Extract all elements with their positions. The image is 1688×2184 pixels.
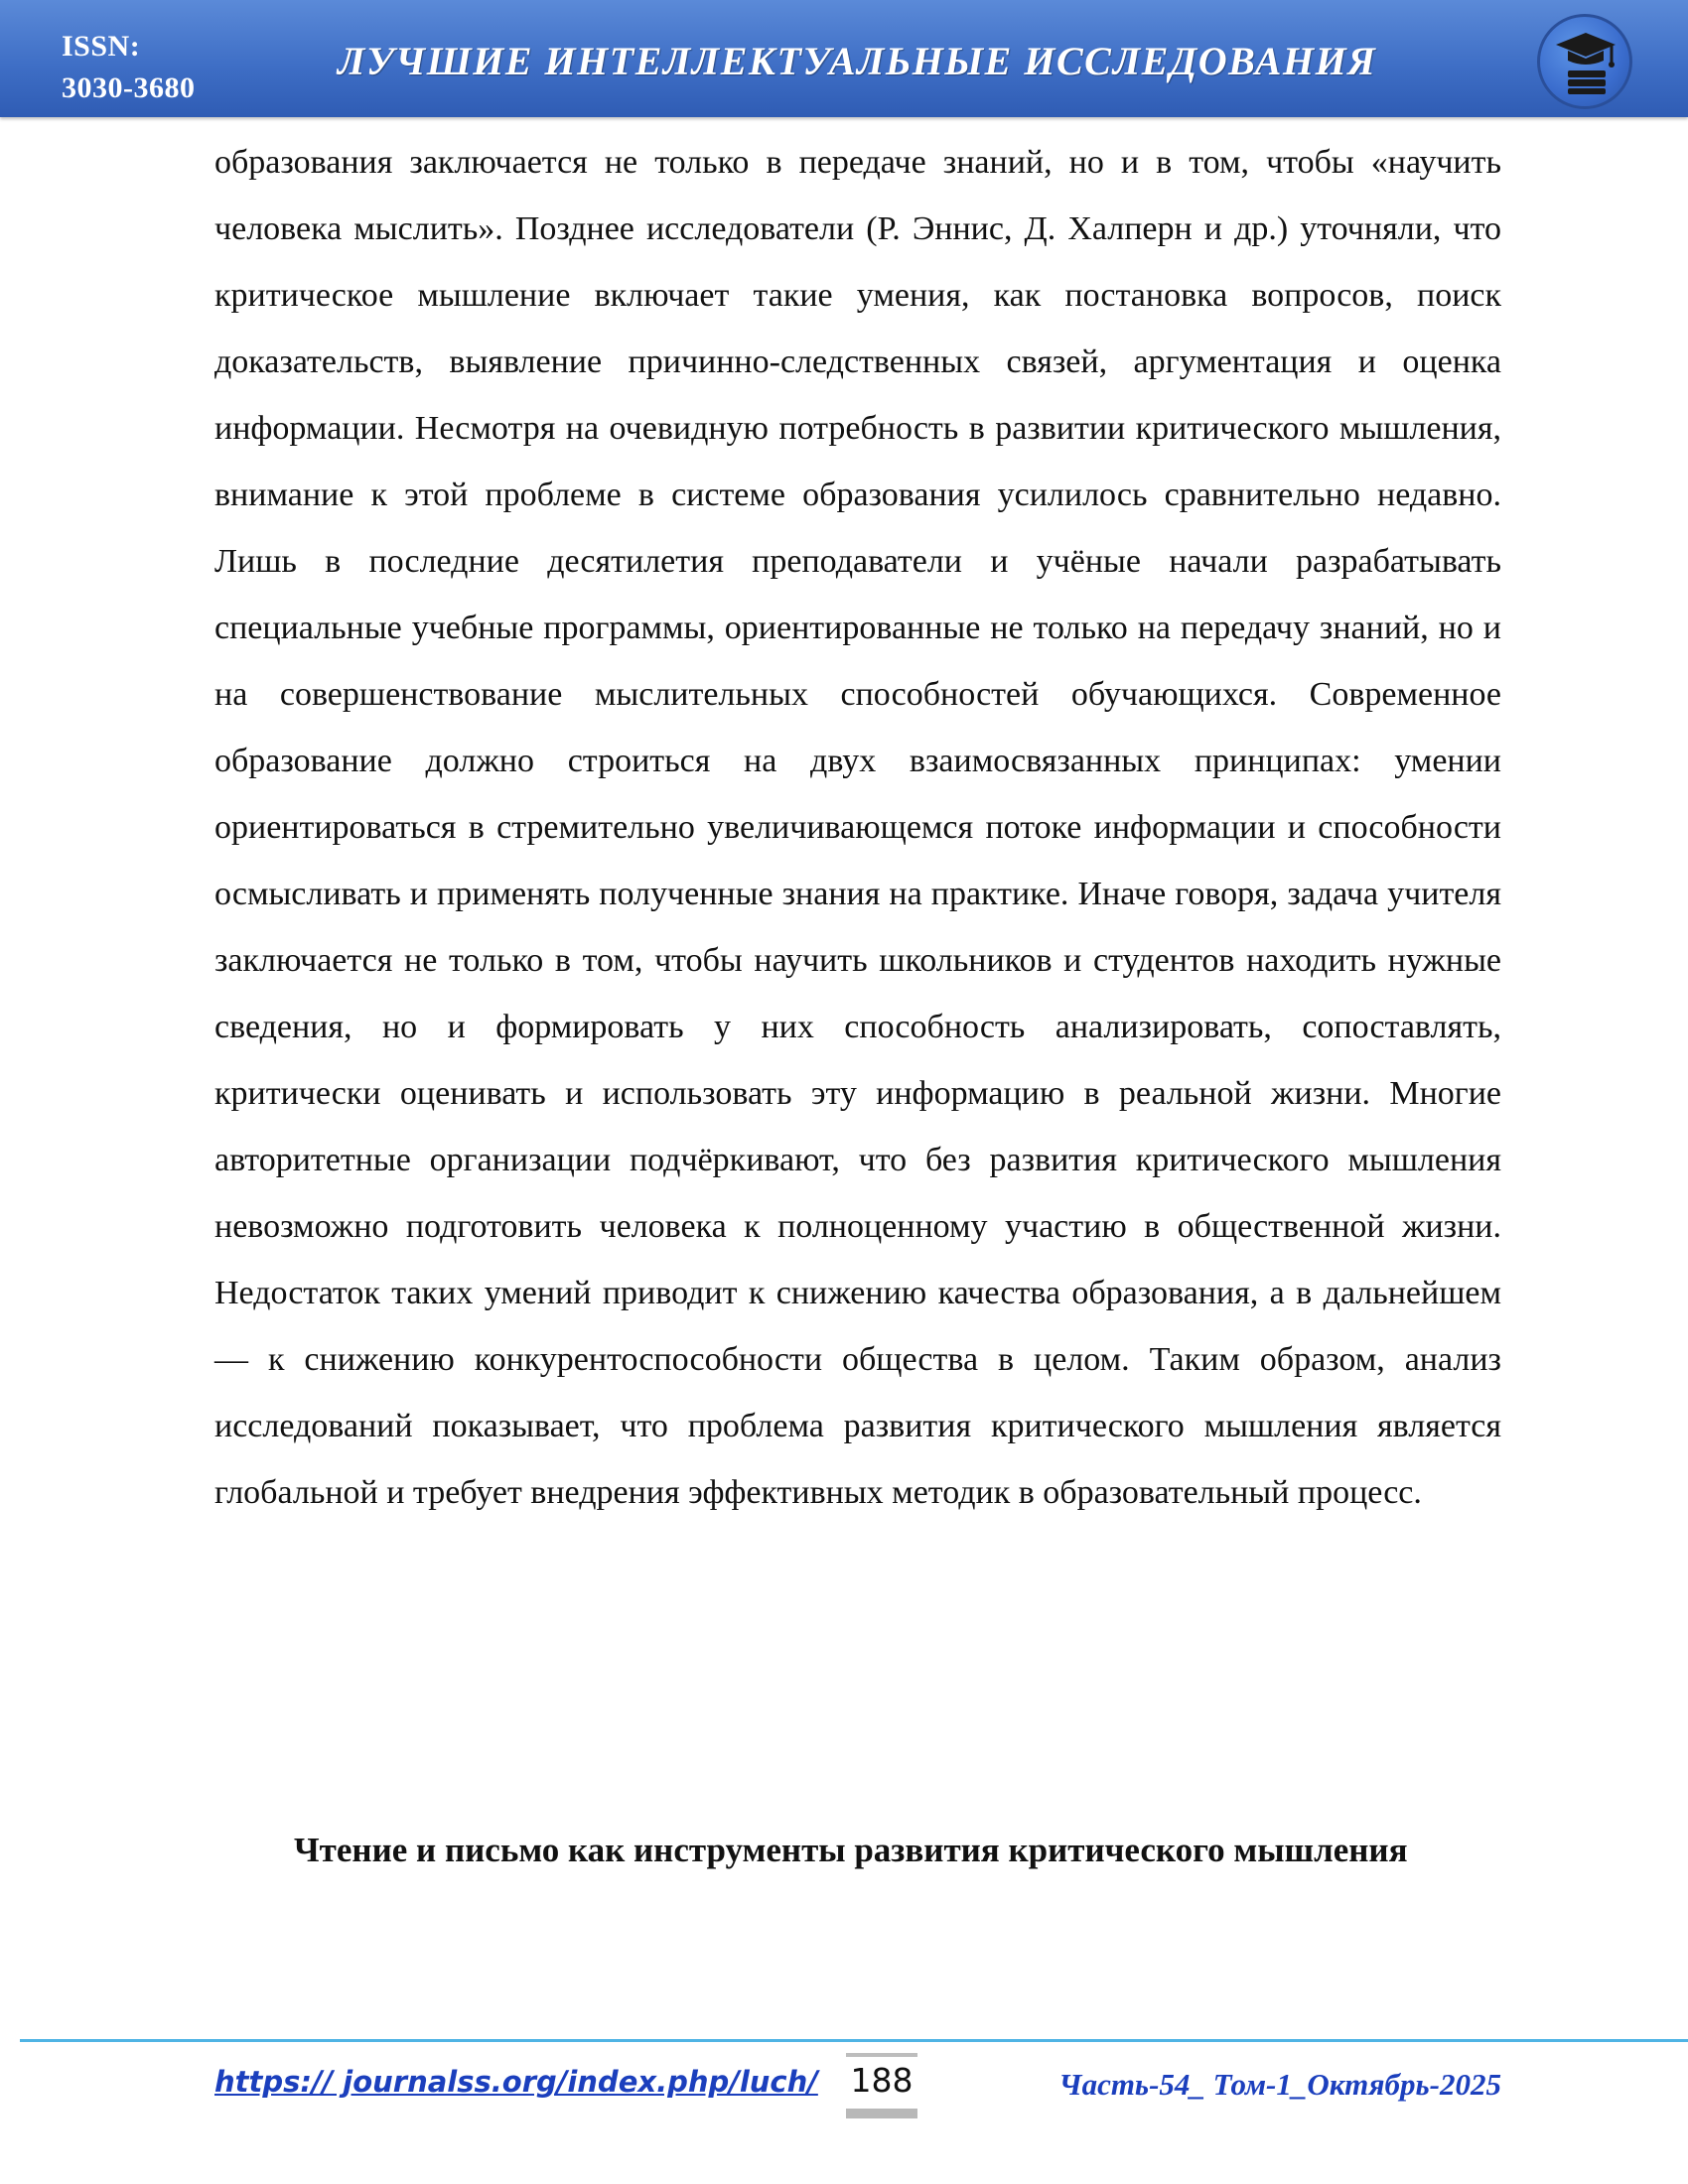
journal-logo (1537, 14, 1632, 109)
page-number-top-bar (846, 2053, 917, 2057)
footer-divider (20, 2039, 1688, 2042)
journal-title: ЛУЧШИЕ ИНТЕЛЛЕКТУАЛЬНЫЕ ИССЛЕДОВАНИЯ (338, 39, 1377, 83)
journal-header-banner (0, 0, 1688, 117)
page-number-bottom-bar (846, 2109, 917, 2118)
section-heading: Чтение и письмо как инструменты развития критического мышления (294, 1831, 1408, 1869)
issue-info: Часть-54_ Том-1_Октябрь-2025 (1058, 2067, 1501, 2102)
issn-label: ISSN: (62, 30, 141, 63)
page-number-box (846, 2053, 917, 2118)
graduation-cap-books-icon (1554, 29, 1618, 96)
issn-number: 3030-3680 (62, 71, 196, 104)
issn-block (62, 26, 196, 109)
page-number: 188 (850, 2061, 914, 2100)
journal-url-link[interactable]: https:// journalss.org/index.php/luch/ (214, 2065, 818, 2099)
body-paragraph: образования заключается не только в передаче знаний, но и в том, чтобы «научить человека мыслить». Позднее исследователи (Р. Эннис, Д. Халперн и др.) уточняли, что критическое мышление включает такие умения, как постановка вопросов, поиск доказательств, выявление причинно-следственных связей, аргументация и оценка информации. Несмотря на очевидную потребность в развитии критического мышления, внимание к этой проблеме в системе образования усилилось сравнительно недавно. Лишь в последние десятилетия преподаватели и учёные начали разрабатывать специальные учебные программы, ориентированные не только на передачу знаний, но и на совершенствование мыслительных способностей обучающихся. Современное образование должно строиться на двух взаимосвязанных принципах: умении ориентироваться в стремительно увеличивающемся потоке информации и способности осмысливать и применять полученные знания на практике. Иначе говоря, задача учителя заключается не только в том, чтобы научить школьников и студентов находить нужные сведения, но и формировать у них способность анализировать, сопоставлять, критически оценивать и использовать эту информацию в реальной жизни. Многие авторитетные организации подчёркивают, что без развития критического мышления невозможно подготовить человека к полноценному участию в общественной жизни. Недостаток таких умений приводит к снижению качества образования, а в дальнейшем — к снижению конкурентоспособности общества в целом. Таким образом, анализ исследований показывает, что проблема развития критического мышления является глобальной и требует внедрения эффективных методик в образовательный процесс. (214, 144, 1501, 1511)
